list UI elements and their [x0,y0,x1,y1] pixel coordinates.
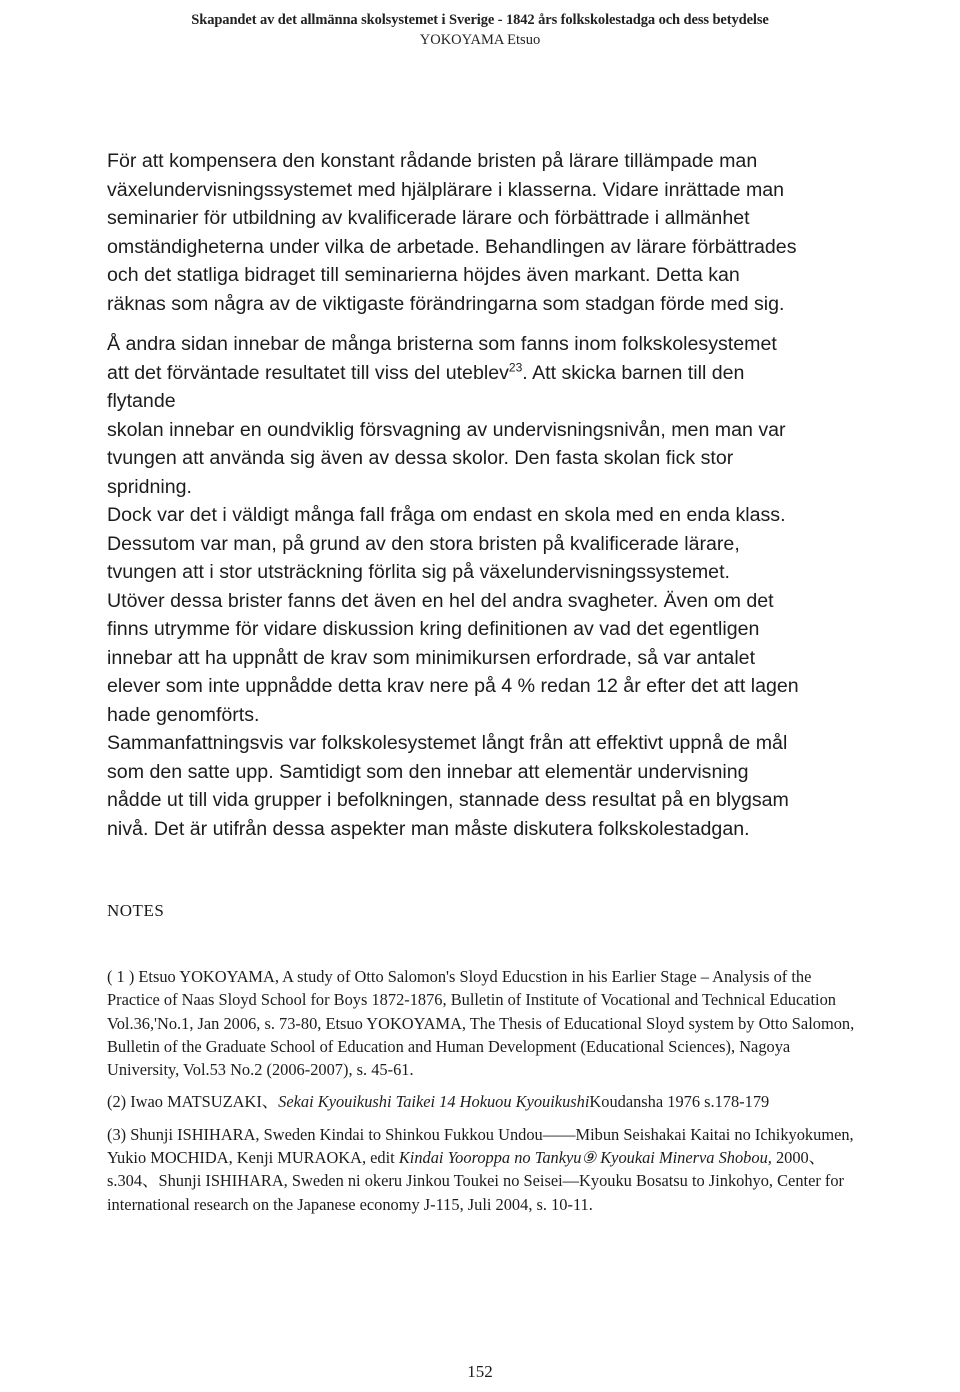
note-1: ( 1 ) Etsuo YOKOYAMA, A study of Otto Salomon's Sloyd Educstion in his Earlier Stage – Analysis of the Practice of Naas Sloyd School for Boys 1872-1876, Bulletin of Institute of Vocational and Technical Education Vol.36,'No.1, Jan 2006, s. 73-80, Etsuo YOKOYAMA, The Thesis of Educational Sloyd system by Otto Salomon, Bulletin of the Graduate School of Education and Human Development (Educational Sciences), Nagoya University, Vol.53 No.2 (2006-2007), s. 45-61. [107,967,855,1080]
note-3 [107,1123,855,1216]
header-author: YOKOYAMA Etsuo [419,32,541,48]
text-line: seminarier för utbildning av kvalificerade lärare och förbättrade i allmänhet [107,207,750,229]
text-line: elever som inte uppnådde detta krav nere på 4 % redan 12 år efter det att lagen [107,675,799,697]
footnote-ref: 23 [508,359,523,374]
page-number: 152 [467,1362,493,1381]
text-line: skolan innebar en oundviklig försvagning av undervisningsnivån, men man var [107,418,786,441]
body-text [107,147,852,843]
text-line: spridning. [107,475,192,498]
text-line: Dessutom var man, på grund av den stora bristen på kvalificerade lärare, [107,532,740,555]
text-segment: att det förväntade resultatet till viss del uteblev [107,361,509,384]
paragraph-2 [107,330,852,843]
text-line: Utöver dessa brister fanns det även en hel del andra svagheter. Även om det [107,589,774,612]
text-line: tvungen att i stor utsträckning förlita sig på växelundervisningssystemet. [107,561,730,583]
paragraph-1 [107,147,852,318]
note-2 [107,1090,855,1113]
note-text: 2000、s.304、Shunji ISHIHARA, Sweden ni okeru Jinkou Toukei no Seisei—Kyouku Bosatsu to Jinkohyo, Center for international research on the Japanese economy J-115, Juli 2004, s. 10-11. [107,1148,845,1214]
note-text: (2) Iwao MATSUZAKI、 [107,1092,279,1112]
text-line: som den satte upp. Samtidigt som den innebar att elementär undervisning [107,760,749,783]
text-line: Å andra sidan innebar de många bristerna som fanns inom folkskolesystemet [107,333,777,355]
text-line: räknas som några av de viktigaste förändringarna som stadgan förde med sig. [107,292,785,315]
text-line: För att kompensera den konstant rådande bristen på lärare tillämpade man [107,150,758,172]
text-line: flytande [107,390,176,412]
header-title: Skapandet av det allmänna skolsystemet i Sverige - 1842 års folkskolestadga och dess betydelse [191,12,769,28]
text-line: Sammanfattningsvis var folkskolesystemet långt från att effektivt uppnå de mål [107,732,788,754]
text-line [107,359,852,388]
note-title: Sekai Kyouikushi Taikei 14 Hokuou Kyouikushi [278,1092,590,1112]
text-line: hade genomförts. [107,703,260,726]
notes-list [107,965,855,1225]
text-line: och det statliga bidraget till seminarierna höjdes även markant. Detta kan [107,264,740,286]
notes-heading: NOTES [107,901,165,920]
text-line: växelundervisningssystemet med hjälplärare i klasserna. Vidare inrättade man [107,178,785,201]
text-segment: . Att skicka barnen till den [522,361,745,384]
text-line: Dock var det i väldigt många fall fråga om endast en skola med en enda klass. [107,504,786,526]
text-line: nådde ut till vida grupper i befolkningen, stannade dess resultat på en blygsam [107,789,789,811]
running-header [0,10,960,50]
text-line: nivå. Det är utifrån dessa aspekter man måste diskutera folkskolestadgan. [107,817,750,840]
text-line: tvungen att använda sig även av dessa skolor. Den fasta skolan fick stor [107,447,734,469]
note-text: (3) Shunji ISHIHARA, Sweden Kindai to Shinkou Fukkou Undou——Mibun Seishakai Kaitai no Ichikyokumen, Yukio MOCHIDA, Kenji MURAOKA, edit [107,1124,854,1168]
note-title: Kindai Yooroppa no Tankyu⑨ Kyoukai Minerva Shobou, [398,1148,772,1168]
text-line: omständigheterna under vilka de arbetade. Behandlingen av lärare förbättrades [107,235,797,258]
text-line: innebar att ha uppnått de krav som minimikursen erfordrade, så var antalet [107,646,756,669]
note-text: Koudansha 1976 s.178-179 [589,1092,770,1112]
text-line: finns utrymme för vidare diskussion kring definitionen av vad det egentligen [107,618,760,640]
